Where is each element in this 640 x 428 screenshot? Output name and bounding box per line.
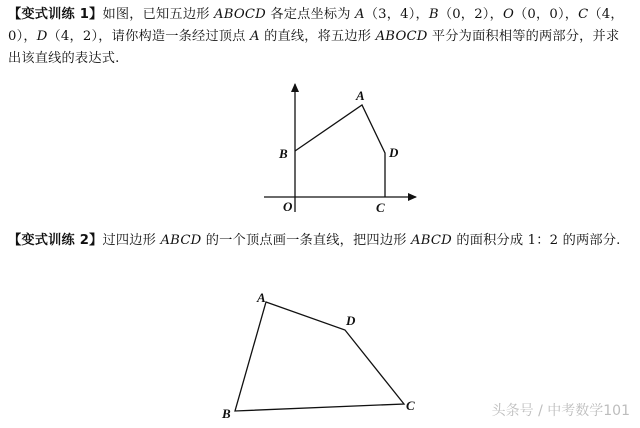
label-B: B (279, 146, 288, 161)
label-D: D (389, 145, 399, 160)
text-segment: 各定点坐标为 (265, 7, 356, 22)
shape-name: ABCD (160, 233, 202, 248)
watermark: 头条号 / 中考数学101 (491, 403, 630, 419)
text-segment: 如图，已知五边形 (102, 7, 214, 22)
point-name: A (355, 7, 365, 22)
shape-name: ABOCD (214, 7, 266, 22)
text-segment: 的面积分成 1：2 的两部分. (451, 233, 621, 248)
point-name: C (578, 7, 589, 22)
point-name: A (249, 29, 260, 44)
shape-name: ABOCD (375, 29, 428, 44)
label-B: B (222, 406, 231, 421)
coordinate-text: （0，0）， (513, 7, 579, 22)
text-segment: 过四边形 (102, 233, 161, 248)
point-name: B (428, 7, 439, 22)
point-name: D (36, 29, 48, 44)
label-D: D (346, 313, 356, 328)
text-segment: 的一个顶点画一条直线，把四边形 (201, 233, 411, 248)
coordinate-text: （0，2）， (438, 7, 503, 22)
label-O: O (283, 199, 293, 214)
quadrilateral-outline (235, 302, 404, 411)
problem-1-heading: 【变式训练 1】 (8, 7, 103, 22)
problem-2-heading: 【变式训练 2】 (8, 233, 103, 248)
text-segment: 的直线，将五边形 (259, 29, 376, 44)
pentagon-outline (295, 105, 385, 197)
shape-name: ABCD (411, 233, 452, 248)
label-C: C (406, 398, 415, 413)
label-C: C (376, 200, 385, 215)
label-A: A (356, 88, 365, 103)
text-segment: 平分为面积相等的两部分，并求出该直线的表达式. (8, 29, 620, 66)
coordinate-text: （4，2），请你构造一条经过顶点 (47, 29, 250, 44)
point-name: O (502, 7, 514, 22)
coordinate-text: （4，0）， (8, 7, 624, 44)
figure-2-quadrilateral-diagram (221, 290, 415, 421)
figure-1-pentagon-diagram (264, 84, 416, 215)
coordinate-text: （3，4）， (364, 7, 429, 22)
label-A: A (257, 290, 266, 305)
